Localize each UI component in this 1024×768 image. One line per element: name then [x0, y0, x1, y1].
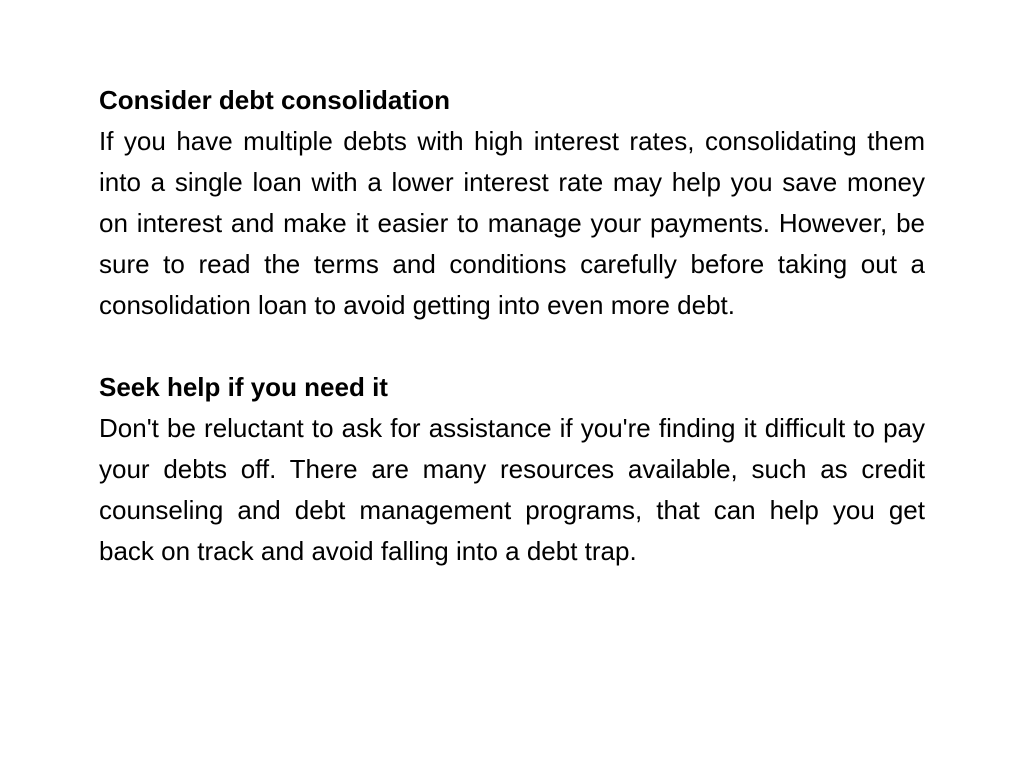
slide-content — [99, 80, 925, 572]
section-body: Don't be reluctant to ask for assistance if you're finding it difficult to pay your debts off. There are many resources available, such as credit counseling and debt management programs, that can help you get back on track and avoid falling into a debt trap. — [99, 413, 925, 566]
section-body: If you have multiple debts with high interest rates, consolidating them into a single loan with a lower interest rate may help you save money on interest and make it easier to manage your payments. However, be sure to read the terms and conditions carefully before taking out a consolidation loan to avoid getting into even more debt. — [99, 126, 925, 320]
section-heading: Consider debt consolidation — [99, 85, 451, 115]
section-seek-help — [99, 367, 925, 572]
section-heading: Seek help if you need it — [99, 372, 388, 402]
section-debt-consolidation — [99, 80, 925, 326]
